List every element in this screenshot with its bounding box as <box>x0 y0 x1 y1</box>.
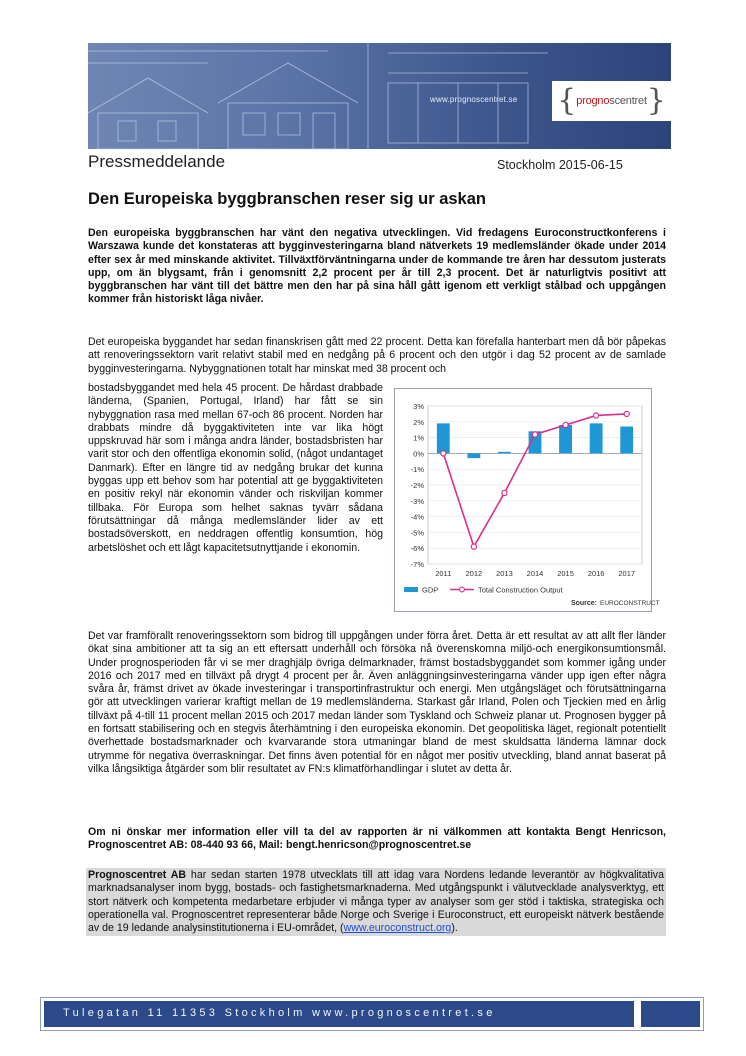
about-company-box <box>86 868 666 936</box>
y-tick-label: 2% <box>413 417 424 427</box>
construction-output-point <box>594 413 599 418</box>
company-name: Prognoscentret AB <box>88 869 187 881</box>
about-text: har sedan starten 1978 utvecklats till att idag vara Nordens ledande leverantör av högkvalitativa marknadsanalyser inom bygg, bostads- och fastighetsmarknaderna. Med utgångspunkt i välutvecklade analysverktyg, ett stort nätverk och kompetenta medarbetare erbjuder vi många typer av analyser som ger stöd i taktiska, strategiska och operationella val. Prognoscentret representerar både Norge och Sverige i Euroconstruct, ett europeiskt nätverk bestående av de 19 ledande analysinstitutionerna i EU-området, ( <box>88 869 664 935</box>
footer-address: Tulegatan 11 11353 Stockholm www.prognoscentret.se <box>63 1007 496 1019</box>
gdp-bar <box>559 425 572 453</box>
construction-output-point <box>502 490 507 495</box>
x-tick-label: 2012 <box>465 569 483 578</box>
x-tick-label: 2013 <box>496 569 513 578</box>
logo-prefix: progno <box>576 95 610 107</box>
construction-output-point <box>624 411 629 416</box>
y-tick-label: -1% <box>410 465 424 475</box>
euroconstruct-link[interactable]: www.euroconstruct.org <box>343 922 452 935</box>
gdp-bar <box>467 453 480 458</box>
legend-gdp-swatch <box>404 587 418 592</box>
y-tick-label: 1% <box>413 433 424 443</box>
website-url[interactable]: www.prognoscentret.se <box>430 95 518 104</box>
y-tick-label: -7% <box>410 560 424 569</box>
construction-output-point <box>532 432 537 437</box>
y-tick-label: -2% <box>410 481 424 490</box>
gdp-bar <box>437 423 450 453</box>
x-tick-label: 2015 <box>557 569 574 578</box>
logo-suffix: scentret <box>609 95 647 107</box>
construction-output-chart <box>394 388 660 612</box>
construction-output-point <box>441 451 446 456</box>
lead-paragraph: Den europeiska byggbranschen har vänt den negativa utvecklingen. Vid fredagens Euroconstructkonferens i Warszawa kunde det konstateras att bygginvesteringarna bland nätverkets 19 medlemsländer ökade under 2014 efter sex år med minskande aktivitet. Tillväxtförväntningarna under de kommande tre åren har dessutom justerats upp, om än blygsamt, från i genomsnitt 2,2 procent per år till 2,3 procent. Det är naturligtvis positivt att byggbranschen har vänt till det bättre men den har på sina håll gått igenom ett verkligt stålbad och uppgången kommer från historiskt låga nivåer. <box>88 227 666 306</box>
x-tick-label: 2011 <box>435 569 452 578</box>
construction-output-point <box>471 544 476 549</box>
headline: Den Europeiska byggbranschen reser sig ur askan <box>88 190 486 208</box>
legend-line-marker <box>460 587 465 592</box>
right-brace-icon: } <box>646 83 666 118</box>
x-tick-label: 2016 <box>587 569 605 578</box>
gdp-bar <box>498 452 511 454</box>
header-banner <box>88 43 671 149</box>
construction-output-point <box>563 422 568 427</box>
gdp-bar <box>620 427 633 454</box>
body-paragraph-2: Det var framförallt renoveringssektorn som bidrog till uppgången under förra året. Detta är ett resultat av att allt fler länder ökat sina ambitioner att ta sig an ett eftersatt underhåll och försöka nå överenskomna miljö-och energikonsumtionsmål. Under prognosperioden får vi se mer draghjälp övriga delmarknader, främst bostadsbyggandet som kommer igång under 2016 och 2017 med en tillväxt på drygt 4 procent per år. Även anläggningsinvesteringarna vänder upp igen efter några svåra år, främst drivet av ökade investeringar i transportinfrastruktur och energi. Men utgångsläget och förutsättningarna gör att utvecklingen varierar kraftigt mellan de 19 medlemsländerna. Starkast går Irland, Polen och Tjeckien med en årlig tillväxt på 4-till 11 procent mellan 2015 och 2017 medan länder som Tyskland och Schweiz planar ut. Prognosen bygger på en fortsatt stabilisering och en stegvis återhämtning i den europeiska ekonomin. Det geopolitiska läget, regionalt potentiellt överhettade bostadsmarknader och kvarvarande stora utmaningar bland de mest skuldsatta länderna lämnar dock utrymme för negativa överraskningar. Det finns även potential för en något mer positiv utveckling, bland annat baserat på vilka långsiktiga åtgärder som blir resultatet av FN:s klimatförhandlingar i slutet av detta år. <box>88 630 666 775</box>
y-tick-label: -6% <box>410 544 424 554</box>
footer-fill-side <box>641 1001 700 1027</box>
source-name: EUROCONSTRUCT <box>600 600 660 607</box>
x-tick-label: 2014 <box>526 569 544 578</box>
x-tick-label: 2017 <box>618 569 636 578</box>
y-tick-label: -4% <box>410 512 424 522</box>
dateline: Stockholm 2015-06-15 <box>497 158 623 172</box>
body-paragraph-1-side: bostadsbyggandet med hela 45 procent. De hårdast drabbade länderna, (Spanien, Portugal, Irland) har fått se sin nybyggnation rasa med mellan 67-och 86 procent. Norden har drabbats mindre då byggaktiviteten inte var lika högt uppskruvad här som i många andra länder, bostadsbristen har varit stor och den offentliga ekonomin solid, (något undantaget Danmark). Efter en längre tid av nedgång brukar det kunna byggas upp ett behov som har potential att ge byggaktiviteten en positiv rekyl när ekonomin vänder och riskviljan kommer tillbaka. För Europa som helhet saknas tyvärr sådana förutsättningar då många medlemsländer lider av ett bostadsöverskott, en neddragen offentlig konsumtion, hög arbetslöshet och ett lågt kapacitetsutnyttjande i ekonomin. <box>88 382 383 554</box>
left-brace-icon: { <box>557 83 577 118</box>
legend-gdp-label: GDP <box>422 585 439 595</box>
document-type-label: Pressmeddelande <box>88 152 226 171</box>
prognoscentret-logo <box>552 81 671 121</box>
contact-paragraph: Om ni önskar mer information eller vill ta del av rapporten är ni välkommen att kontakta Bengt Henricson, Prognoscentret AB: 08-440 93 66, Mail: bengt.henricson@prognoscentret.se <box>88 826 666 852</box>
gdp-bar <box>590 423 603 453</box>
about-text-end: ). <box>451 922 458 935</box>
y-tick-label: -3% <box>410 496 424 506</box>
footer-bar <box>40 997 704 1031</box>
y-tick-label: 3% <box>413 402 424 411</box>
source-label: Source: <box>570 600 597 607</box>
legend-line-label: Total Construction Output <box>478 585 563 595</box>
y-tick-label: 0% <box>413 449 424 459</box>
body-paragraph-1-top: Det europeiska byggandet har sedan finanskrisen gått med 22 procent. Detta kan förefalla hanterbart men då bör påpekas att renoveringssektorn varit relativt stabil med en nedgång på 6 procent och den utgör i dag 52 procent av de samlade bygginvesteringarna. Nybyggnationen totalt har minskat med 38 procent och <box>88 336 666 375</box>
y-tick-label: -5% <box>410 528 424 538</box>
